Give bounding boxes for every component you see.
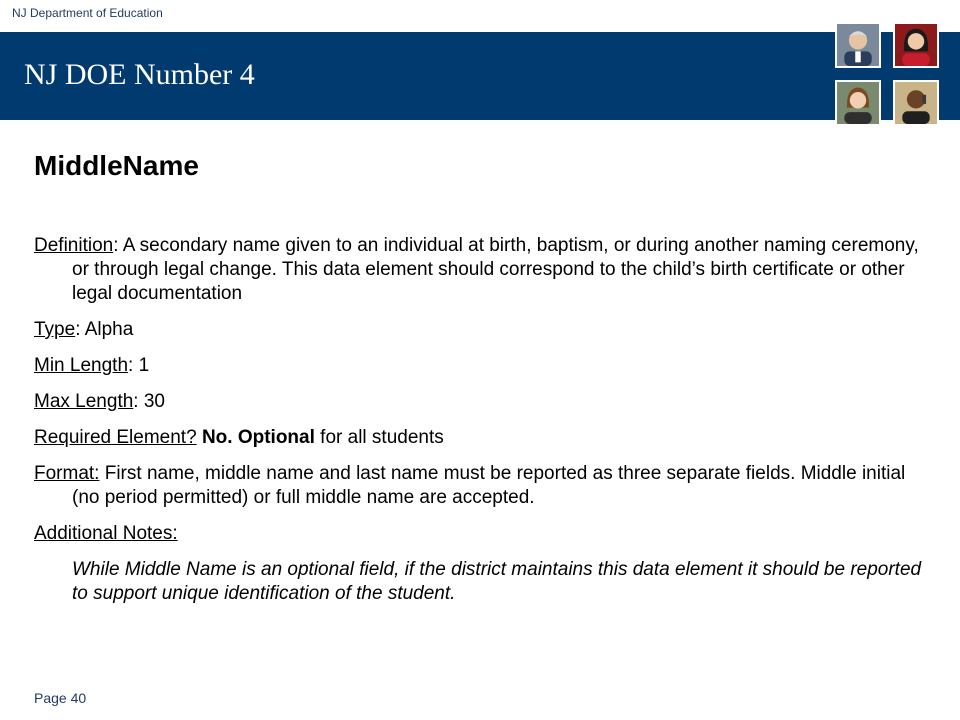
format-label: Format: — [34, 463, 100, 484]
person-photo-icon — [835, 22, 881, 68]
required-optional: Optional — [237, 427, 315, 448]
definition-text: A secondary name given to an individual at birth, baptism, or during another naming ceremony, or through legal change. This data element should correspond to the child’s birth certificate or other legal documentation — [72, 235, 919, 304]
type-label: Type — [34, 319, 76, 340]
notes-text: While Middle Name is an optional field, if the district maintains this data element it should be reported to support unique identification of the student. — [72, 559, 922, 604]
title-banner — [0, 32, 960, 120]
max-length-value: 30 — [143, 391, 165, 412]
definition-paragraph: Definition: A secondary name given to an individual at birth, baptism, or during another naming ceremony, or through legal change. This data element should correspond to the child’s birth certificate or other legal documentation — [34, 235, 919, 304]
element-heading: MiddleName — [34, 150, 199, 181]
definition-label: Definition — [34, 235, 114, 256]
required-no: No. — [201, 427, 233, 448]
person-photo-icon — [835, 80, 881, 126]
max-length-paragraph: Max Length: 30 — [34, 391, 165, 412]
page-number: Page 40 — [34, 690, 87, 706]
person-photo-icon — [893, 80, 939, 126]
definition-content — [34, 234, 934, 606]
notes-label: Additional Notes: — [34, 523, 178, 544]
required-paragraph — [34, 426, 934, 450]
type-paragraph: Type: Alpha — [34, 319, 134, 340]
min-length-paragraph: Min Length: 1 — [34, 355, 150, 376]
notes-paragraph — [34, 522, 934, 546]
min-length-value: 1 — [138, 355, 150, 376]
format-paragraph — [34, 462, 934, 510]
person-photo-icon — [893, 22, 939, 68]
max-length-label: Max Length — [34, 391, 134, 412]
banner-title: NJ DOE Number 4 — [24, 58, 255, 91]
required-rest: for all students — [320, 427, 444, 448]
min-length-label: Min Length — [34, 355, 129, 376]
required-label: Required Element? — [34, 427, 197, 448]
type-value: Alpha — [84, 319, 134, 340]
org-name: NJ Department of Education — [12, 6, 163, 20]
format-text: First name, middle name and last name must be reported as three separate fields. Middle initial (no period permitted) or full middle name are accepted. — [72, 463, 906, 508]
